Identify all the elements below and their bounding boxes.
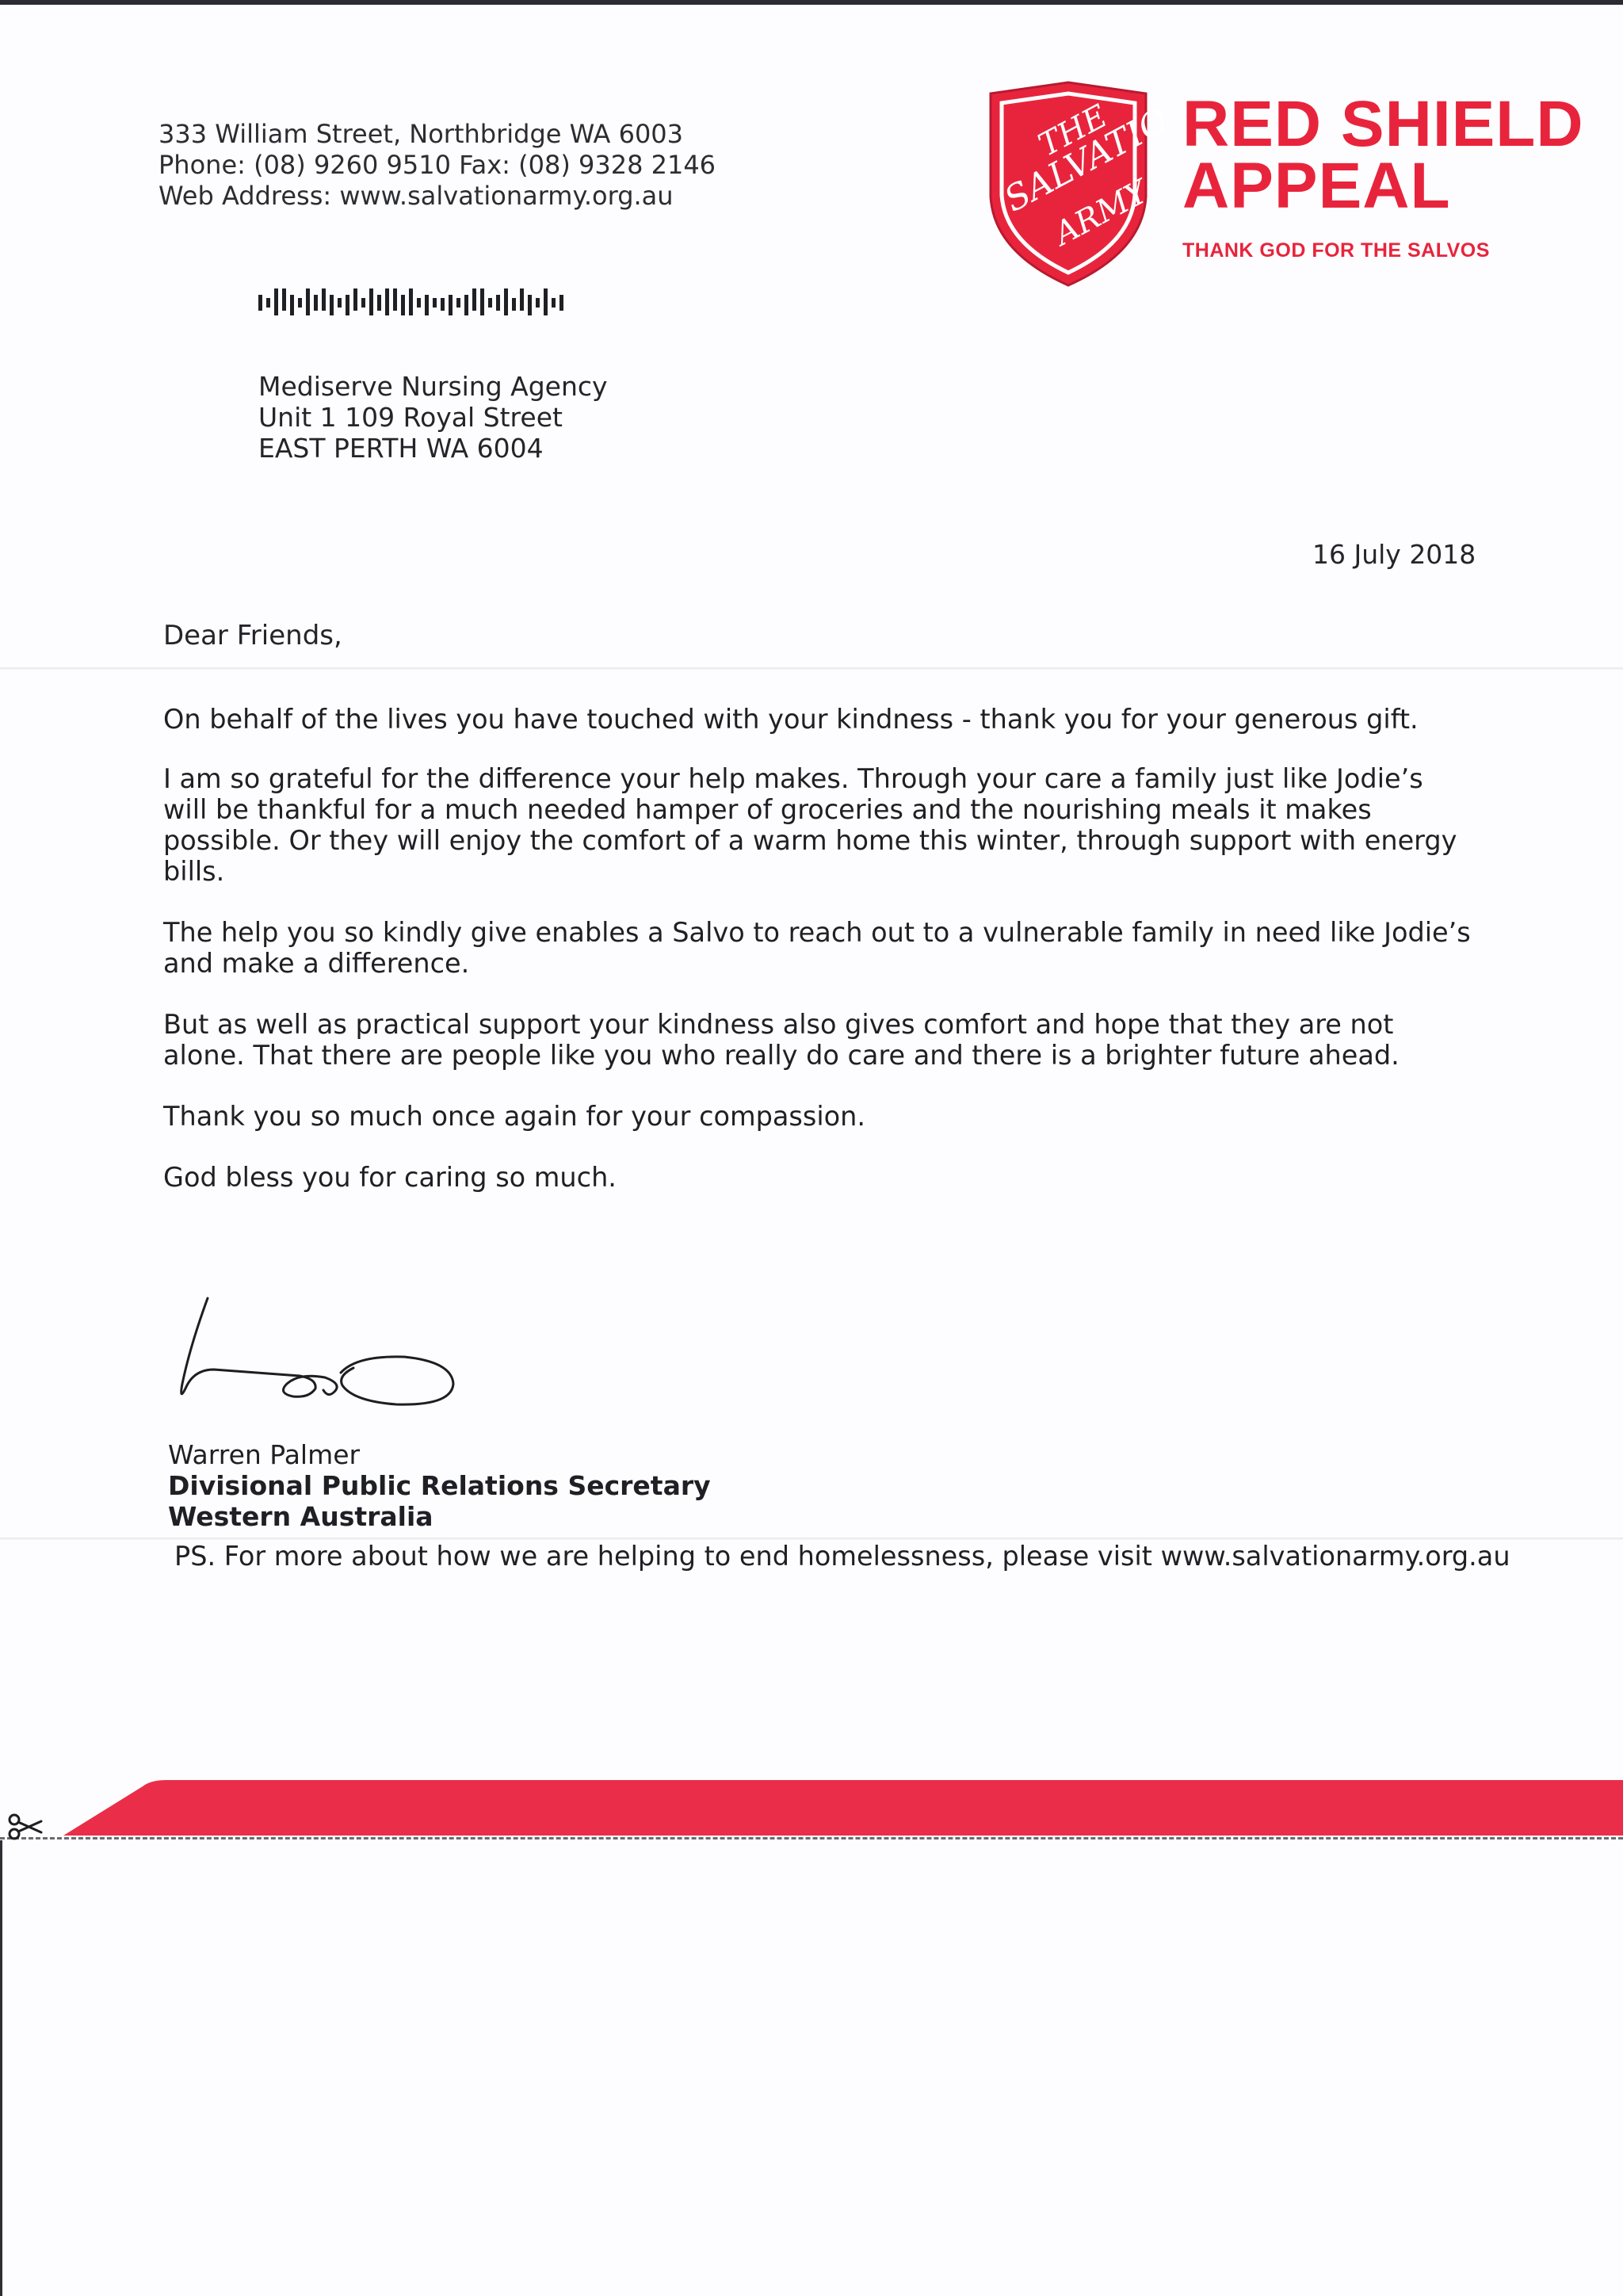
recipient-city: EAST PERTH WA 6004: [258, 433, 544, 464]
body-paragraph: But as well as practical support your kindness also gives comfort and hope that they are not alone. That there are people like you who really do care and there is a brighter future ahead.: [163, 1009, 1400, 1071]
signer-title: Divisional Public Relations Secretary: [168, 1470, 711, 1501]
svg-text:SALVATION: SALVATION: [998, 86, 1163, 220]
fold-line: [0, 1538, 1623, 1540]
recipient-street: Unit 1 109 Royal Street: [258, 402, 563, 433]
postscript: PS. For more about how we are helping to end homelessness, please visit www.salvationarmy.org.au: [174, 1541, 1510, 1572]
signer-name: Warren Palmer: [168, 1439, 361, 1470]
recipient-address-block: [258, 371, 608, 464]
scissors-icon: [6, 1812, 43, 1842]
sender-web: Web Address: www.salvationarmy.org.au: [158, 181, 674, 211]
svg-text:THE: THE: [1033, 97, 1113, 164]
salutation: Dear Friends,: [163, 620, 342, 651]
sender-address-block: [158, 119, 716, 212]
red-shield-icon: [973, 78, 1163, 292]
sender-street: 333 William Street, Northbridge WA 6003: [158, 119, 684, 149]
body-paragraph: On behalf of the lives you have touched with your kindness - thank you for your generous gift.: [163, 704, 1419, 735]
scan-top-border: [0, 0, 1623, 5]
signer-block: [168, 1439, 711, 1532]
body-paragraph: God bless you for caring so much.: [163, 1162, 617, 1193]
appeal-tagline: THANK GOD FOR THE SALVOS: [1182, 239, 1490, 262]
postal-barcode: [258, 284, 575, 322]
body-paragraph: Thank you so much once again for your compassion.: [163, 1101, 865, 1132]
signer-region: Western Australia: [168, 1501, 433, 1532]
red-shield-appeal-wordmark: [1182, 88, 1584, 262]
recipient-name: Mediserve Nursing Agency: [258, 371, 608, 402]
body-paragraph: I am so grateful for the difference your help makes. Through your care a family just like Jodie’s will be thankful for a much needed hamper of groceries and the nourishing meals it makes possible. Or they will enjoy the comfort of a warm home this winter, through support with energy bills.: [163, 763, 1457, 887]
appeal-title-line2: APPEAL: [1182, 150, 1451, 222]
scan-left-edge: [0, 1840, 2, 2296]
sender-phone-fax: Phone: (08) 9260 9510 Fax: (08) 9328 2146: [158, 150, 716, 180]
salvation-army-shield-logo: [973, 78, 1163, 292]
red-tear-off-band: [0, 1772, 1623, 1836]
letter-date: 16 July 2018: [1312, 539, 1476, 570]
svg-text:ARMY: ARMY: [1048, 173, 1155, 253]
letter-body: [163, 704, 1471, 1223]
handwritten-signature: [158, 1290, 507, 1409]
appeal-title-line1: RED SHIELD: [1182, 88, 1584, 160]
perforation-cut-line: [0, 1837, 1623, 1839]
body-paragraph: The help you so kindly give enables a Salvo to reach out to a vulnerable family in need like Jodie’s and make a difference.: [163, 917, 1471, 979]
fold-line: [0, 667, 1623, 670]
